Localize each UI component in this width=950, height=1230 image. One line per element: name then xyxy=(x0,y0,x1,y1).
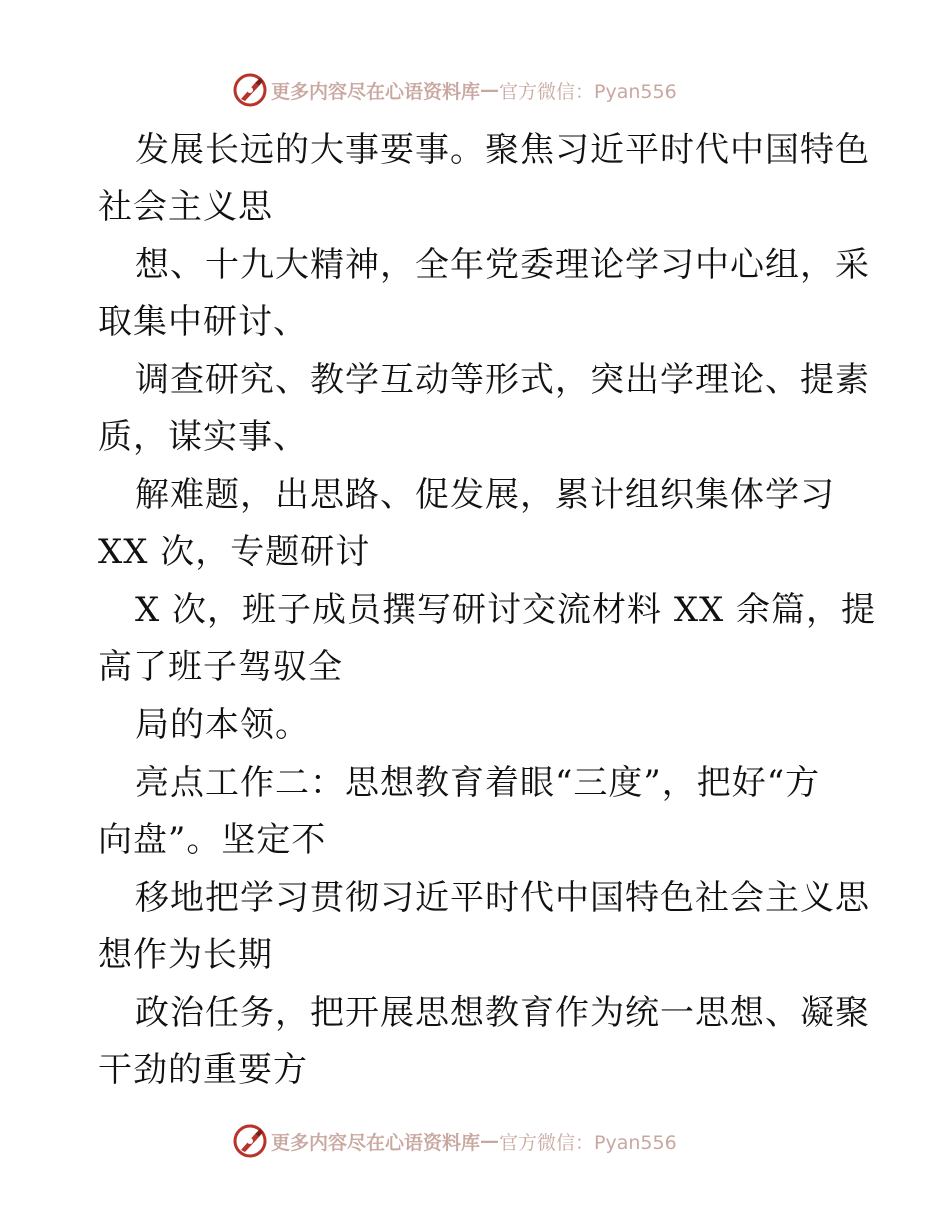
text-line: 取集中研讨、 xyxy=(98,302,308,342)
text-line: 高了班子驾驭全 xyxy=(98,647,343,687)
text-line: 调查研究、教学互动等形式，突出学理论、提素 xyxy=(135,360,870,400)
text-line: XX 次，专题研讨 xyxy=(98,532,371,572)
text-line: 想作为长期 xyxy=(98,935,273,975)
watermark-contact: 官方微信：Pyan556 xyxy=(499,1131,677,1154)
text-line: 移地把学习贯彻习近平时代中国特色社会主义思 xyxy=(135,878,870,918)
watermark-text: 更多内容尽在心语资料库 xyxy=(271,80,481,103)
watermark-dash: — xyxy=(480,1130,500,1152)
watermark-dash: — xyxy=(480,79,500,101)
text-line: 干劲的重要方 xyxy=(98,1050,308,1090)
text-line: 社会主义思 xyxy=(98,187,273,227)
text-line: X 次，班子成员撰写研讨交流材料 XX 余篇，提 xyxy=(135,590,877,630)
watermark-text: 更多内容尽在心语资料库 xyxy=(271,1131,481,1154)
text-line: 政治任务，把开展思想教育作为统一思想、凝聚 xyxy=(135,993,870,1033)
text-line: 质，谋实事、 xyxy=(98,417,308,457)
text-line: 解难题，出思路、促发展，累计组织集体学习 xyxy=(135,475,835,515)
text-line: 亮点工作二：思想教育着眼“三度”，把好“方 xyxy=(135,763,821,803)
header-watermark xyxy=(233,72,677,108)
footer-watermark xyxy=(233,1123,677,1159)
text-line: 想、十九大精神，全年党委理论学习中心组，采 xyxy=(135,245,870,285)
watermark-contact: 官方微信：Pyan556 xyxy=(499,80,677,103)
pen-logo-icon xyxy=(233,1124,267,1158)
pen-logo-icon xyxy=(233,73,267,107)
text-line: 发展长远的大事要事。聚焦习近平时代中国特色 xyxy=(135,130,870,170)
text-line: 向盘”。坚定不 xyxy=(98,820,327,860)
text-line: 局的本领。 xyxy=(135,705,310,745)
